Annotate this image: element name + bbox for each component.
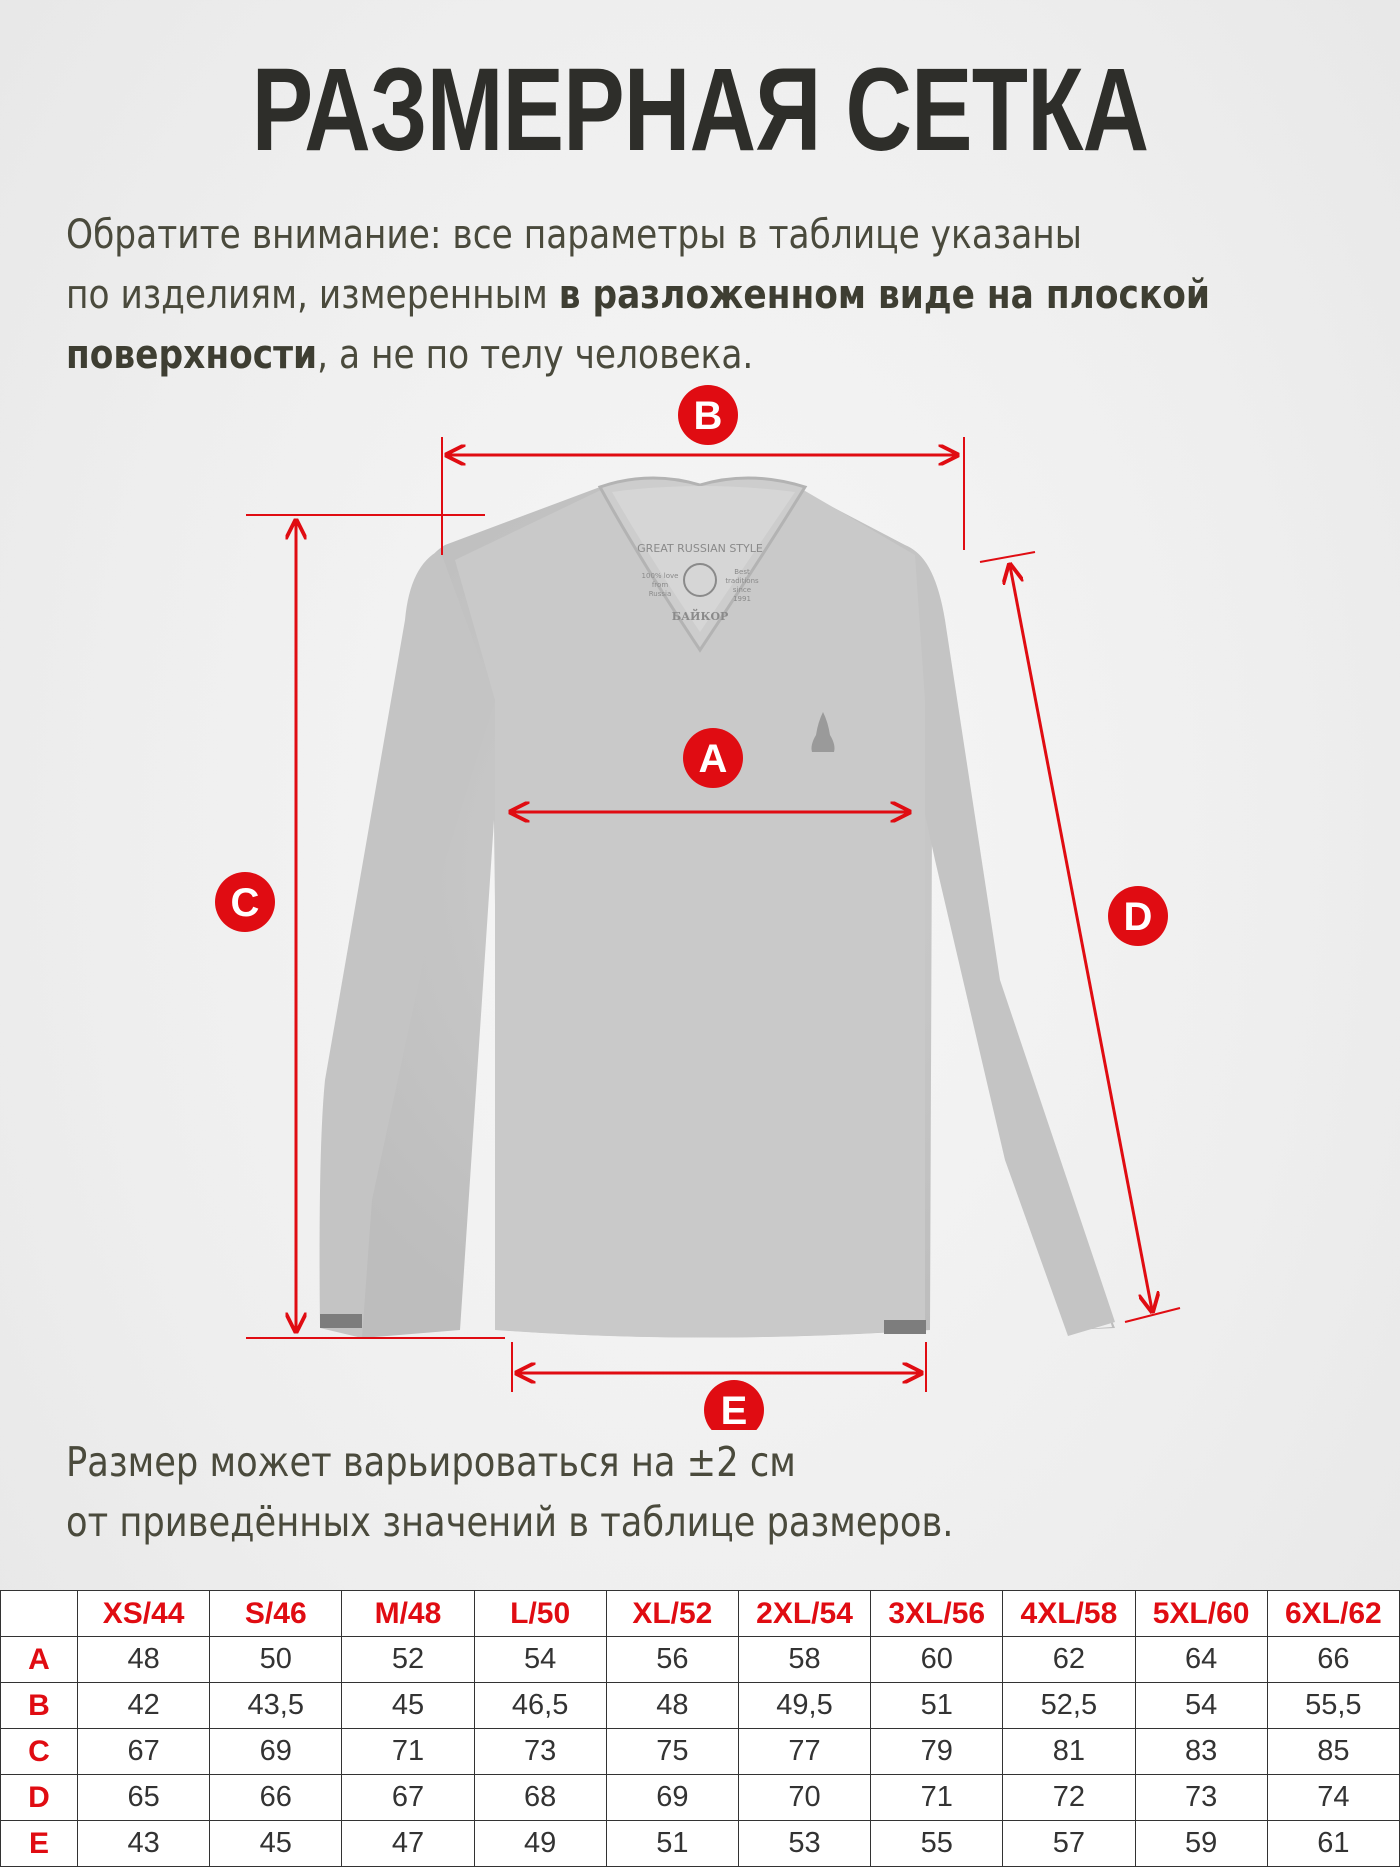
table-cell: 53 xyxy=(738,1821,870,1867)
badge-d-label: D xyxy=(1123,895,1153,939)
hem-label-icon xyxy=(884,1320,926,1334)
badge-a-label: A xyxy=(698,737,728,781)
badge-b-label: B xyxy=(693,394,723,438)
table-cell: 50 xyxy=(210,1637,342,1683)
table-cell: 47 xyxy=(342,1821,474,1867)
shirt-illustration xyxy=(320,478,1115,1338)
badge-e-label: E xyxy=(720,1389,748,1430)
badge-a xyxy=(683,728,743,788)
print-left-note-2: from xyxy=(651,581,669,589)
size-table xyxy=(0,1590,1400,1867)
badge-c-label: C xyxy=(230,881,260,925)
size-header: 3XL/56 xyxy=(871,1591,1003,1637)
size-header: 6XL/62 xyxy=(1267,1591,1399,1637)
note-line-3 xyxy=(66,325,1184,385)
print-left-note-1: 100% love xyxy=(641,572,679,580)
table-row xyxy=(1,1821,1400,1867)
table-cell: 67 xyxy=(342,1775,474,1821)
table-cell: 66 xyxy=(210,1775,342,1821)
table-cell: 54 xyxy=(1135,1683,1267,1729)
print-arc-text: GREAT RUSSIAN STYLE xyxy=(637,542,763,555)
table-cell: 49 xyxy=(474,1821,606,1867)
table-cell: 62 xyxy=(1003,1637,1135,1683)
table-cell: 55 xyxy=(871,1821,1003,1867)
table-cell: 71 xyxy=(342,1729,474,1775)
table-cell: 66 xyxy=(1267,1637,1399,1683)
note-line-3-plain: , а не по телу человека. xyxy=(317,332,754,378)
table-cell: 46,5 xyxy=(474,1683,606,1729)
row-label: B xyxy=(1,1683,78,1729)
size-header: 4XL/58 xyxy=(1003,1591,1135,1637)
table-row xyxy=(1,1683,1400,1729)
badge-c xyxy=(215,872,275,932)
measurement-note xyxy=(66,205,1366,385)
row-label: A xyxy=(1,1637,78,1683)
table-cell: 42 xyxy=(78,1683,210,1729)
row-label: E xyxy=(1,1821,78,1867)
note-line-2 xyxy=(66,265,1210,325)
page-title: РАЗМЕРНАЯ СЕТКА xyxy=(251,44,1149,176)
table-cell: 43,5 xyxy=(210,1683,342,1729)
table-cell: 81 xyxy=(1003,1729,1135,1775)
variance-line-2: от приведённых значений в таблице размеров. xyxy=(66,1498,954,1546)
size-table-corner xyxy=(1,1591,78,1637)
table-cell: 77 xyxy=(738,1729,870,1775)
cuff-label-icon xyxy=(320,1314,362,1328)
note-line-1: Обратите внимание: все параметры в таблице указаны xyxy=(66,212,1082,258)
table-cell: 68 xyxy=(474,1775,606,1821)
table-cell: 58 xyxy=(738,1637,870,1683)
table-cell: 70 xyxy=(738,1775,870,1821)
table-cell: 43 xyxy=(78,1821,210,1867)
table-cell: 72 xyxy=(1003,1775,1135,1821)
table-cell: 73 xyxy=(1135,1775,1267,1821)
table-cell: 71 xyxy=(871,1775,1003,1821)
print-left-note-3: Russia xyxy=(648,590,672,598)
table-row xyxy=(1,1775,1400,1821)
table-cell: 69 xyxy=(606,1775,738,1821)
table-cell: 65 xyxy=(78,1775,210,1821)
shirt-diagram xyxy=(0,380,1400,1430)
table-cell: 74 xyxy=(1267,1775,1399,1821)
variance-line-1: Размер может варьироваться на ±2 см xyxy=(66,1438,796,1486)
table-cell: 54 xyxy=(474,1637,606,1683)
table-cell: 55,5 xyxy=(1267,1683,1399,1729)
table-cell: 57 xyxy=(1003,1821,1135,1867)
row-label: D xyxy=(1,1775,78,1821)
note-line-2-plain: по изделиям, измеренным xyxy=(66,272,559,318)
table-cell: 64 xyxy=(1135,1637,1267,1683)
table-cell: 61 xyxy=(1267,1821,1399,1867)
table-cell: 51 xyxy=(871,1683,1003,1729)
size-header: S/46 xyxy=(210,1591,342,1637)
table-cell: 49,5 xyxy=(738,1683,870,1729)
table-row xyxy=(1,1729,1400,1775)
print-brand: БАЙКОР xyxy=(671,610,729,623)
print-right-note-1: Best xyxy=(734,568,750,576)
size-header: L/50 xyxy=(474,1591,606,1637)
table-cell: 75 xyxy=(606,1729,738,1775)
table-cell: 59 xyxy=(1135,1821,1267,1867)
size-header: 2XL/54 xyxy=(738,1591,870,1637)
badge-b xyxy=(678,385,738,445)
note-line-3-bold: поверхности xyxy=(66,332,318,378)
table-cell: 45 xyxy=(210,1821,342,1867)
variance-note xyxy=(66,1432,1366,1552)
table-cell: 48 xyxy=(78,1637,210,1683)
table-cell: 52,5 xyxy=(1003,1683,1135,1729)
table-row xyxy=(1,1637,1400,1683)
row-label: C xyxy=(1,1729,78,1775)
size-header: XL/52 xyxy=(606,1591,738,1637)
size-header: M/48 xyxy=(342,1591,474,1637)
table-cell: 51 xyxy=(606,1821,738,1867)
table-cell: 85 xyxy=(1267,1729,1399,1775)
size-table-header-row xyxy=(1,1591,1400,1637)
table-cell: 69 xyxy=(210,1729,342,1775)
print-right-note-2: traditions xyxy=(725,577,759,585)
print-right-note-4: 1991 xyxy=(733,595,751,603)
table-cell: 73 xyxy=(474,1729,606,1775)
size-header: XS/44 xyxy=(78,1591,210,1637)
size-header: 5XL/60 xyxy=(1135,1591,1267,1637)
table-cell: 48 xyxy=(606,1683,738,1729)
table-cell: 56 xyxy=(606,1637,738,1683)
print-right-note-3: since xyxy=(732,586,752,594)
note-line-2-bold: в разложенном виде на плоской xyxy=(558,272,1210,318)
table-cell: 83 xyxy=(1135,1729,1267,1775)
table-cell: 67 xyxy=(78,1729,210,1775)
table-cell: 79 xyxy=(871,1729,1003,1775)
table-cell: 45 xyxy=(342,1683,474,1729)
table-cell: 52 xyxy=(342,1637,474,1683)
badge-e xyxy=(704,1380,764,1430)
badge-d xyxy=(1108,886,1168,946)
table-cell: 60 xyxy=(871,1637,1003,1683)
